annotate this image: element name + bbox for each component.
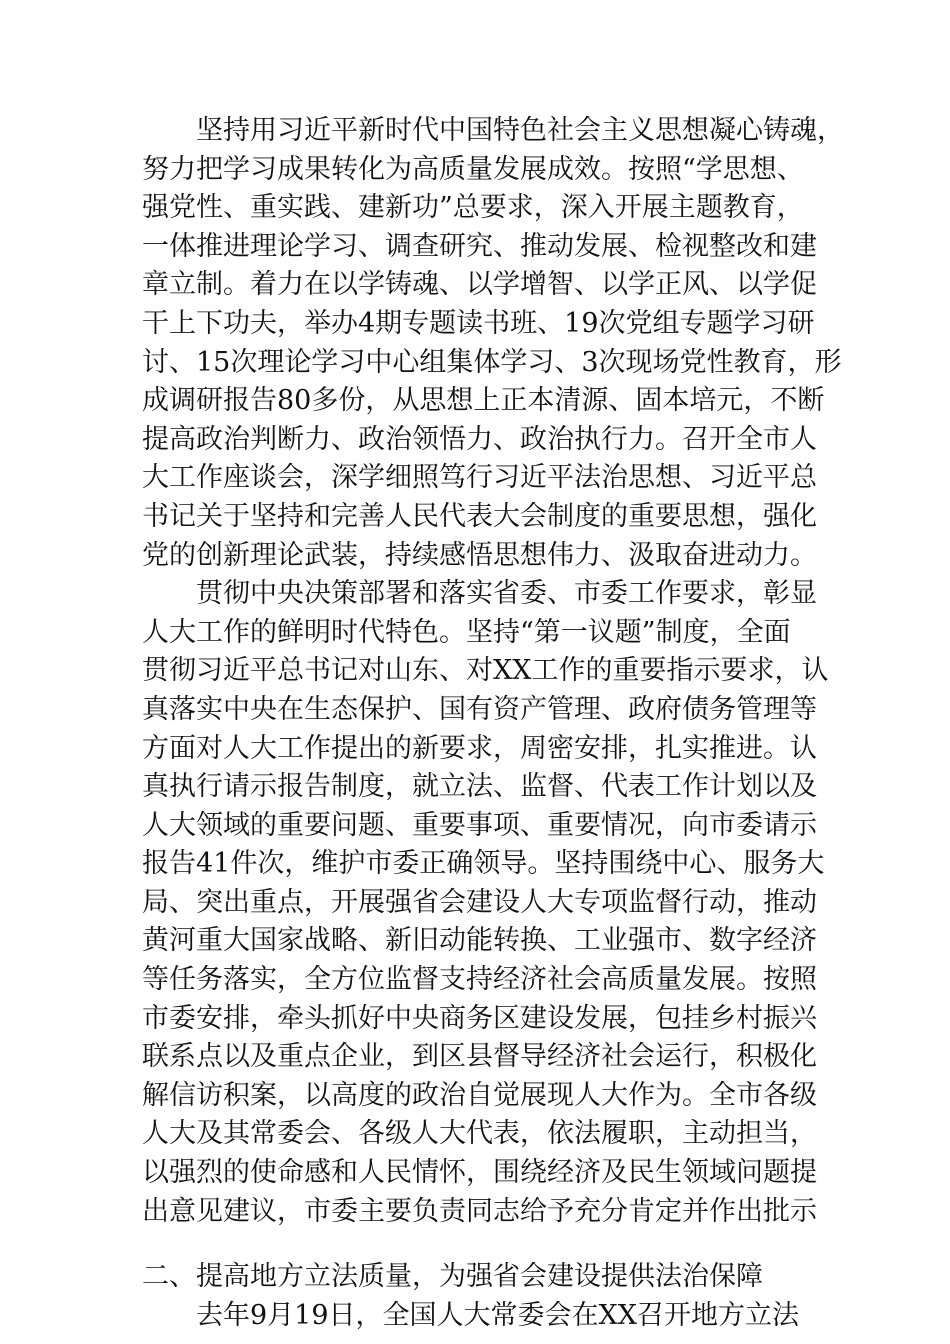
text-line: 讨、15次理论学习中心组集体学习、3次现场党性教育，形 [142,346,842,378]
document-body [142,112,844,1335]
text-line: 黄河重大国家战略、新旧动能转换、工业强市、数字经济 [142,925,817,957]
text-line: 人大领域的重要问题、重要事项、重要情况，向市委请示 [142,809,817,841]
text-line: 人大及其常委会、各级人大代表，依法履职，主动担当， [142,1118,817,1150]
text-line: 市委安排，牵头抓好中央商务区建设发展，包挂乡村振兴 [142,1002,817,1034]
text-line: 等任务落实，全方位监督支持经济社会高质量发展。按照 [142,964,817,996]
text-line: 贯彻中央决策部署和落实省委、市委工作要求，彰显 [142,578,817,610]
text-line: 书记关于坚持和完善人民代表大会制度的重要思想，强化 [142,500,817,532]
text-line: 联系点以及重点企业，到区县督导经济社会运行，积极化 [142,1041,817,1073]
text-line: 党的创新理论武装，持续感悟思想伟力、汲取奋进动力。 [142,539,817,571]
text-line: 以强烈的使命感和人民情怀，围绕经济及民生领域问题提 [142,1157,817,1189]
text-line: 干上下功夫，举办4期专题读书班、19次党组专题学习研 [142,307,815,339]
text-line: 解信访积案，以高度的政治自觉展现人大作为。全市各级 [142,1079,817,1111]
text-line: 局、突出重点，开展强省会建设人大专项监督行动，推动 [142,886,817,918]
text-line: 真落实中央在生态保护、国有资产管理、政府债务管理等 [142,693,817,725]
paragraph-central-decisions [142,575,829,1231]
text-line: 努力把学习成果转化为高质量发展成效。按照“学思想、 [142,153,804,185]
text-line: 章立制。着力在以学铸魂、以学增智、以学正风、以学促 [142,269,817,301]
text-line: 一体推进理论学习、调查研究、推动发展、检视整改和建 [142,230,817,262]
text-line: 提高政治判断力、政治领悟力、政治执行力。召开全市人 [142,423,817,455]
paragraph-theory-study [142,112,844,575]
paragraph-local-legislation [142,1297,810,1336]
section-heading: 二、提高地方立法质量，为强省会建设提供法治保障 [142,1261,763,1293]
text-line: 强党性、重实践、建新功”总要求，深入开展主题教育， [142,192,804,224]
text-line: 去年9月19日，全国人大常委会在XX召开地方立法 [142,1299,799,1331]
text-line: 大工作座谈会，深学细照笃行习近平法治思想、习近平总 [142,462,817,494]
text-line: 报告41件次，维护市委正确领导。坚持围绕中心、服务大 [142,848,825,880]
text-line: 方面对人大工作提出的新要求，周密安排，扎实推进。认 [142,732,817,764]
text-line: 坚持用习近平新时代中国特色社会主义思想凝心铸魂， [142,115,844,146]
text-line: 出意见建议，市委主要负责同志给予充分肯定并作出批示 [142,1195,817,1227]
text-line: 真执行请示报告制度，就立法、监督、代表工作计划以及 [142,771,817,803]
text-line: 贯彻习近平总书记对山东、对XX工作的重要指示要求，认 [142,655,829,687]
text-line: 成调研报告80多份，从思想上正本清源、固本培元，不断 [142,385,825,417]
text-line: 人大工作的鲜明时代特色。坚持“第一议题”制度，全面 [142,616,791,648]
